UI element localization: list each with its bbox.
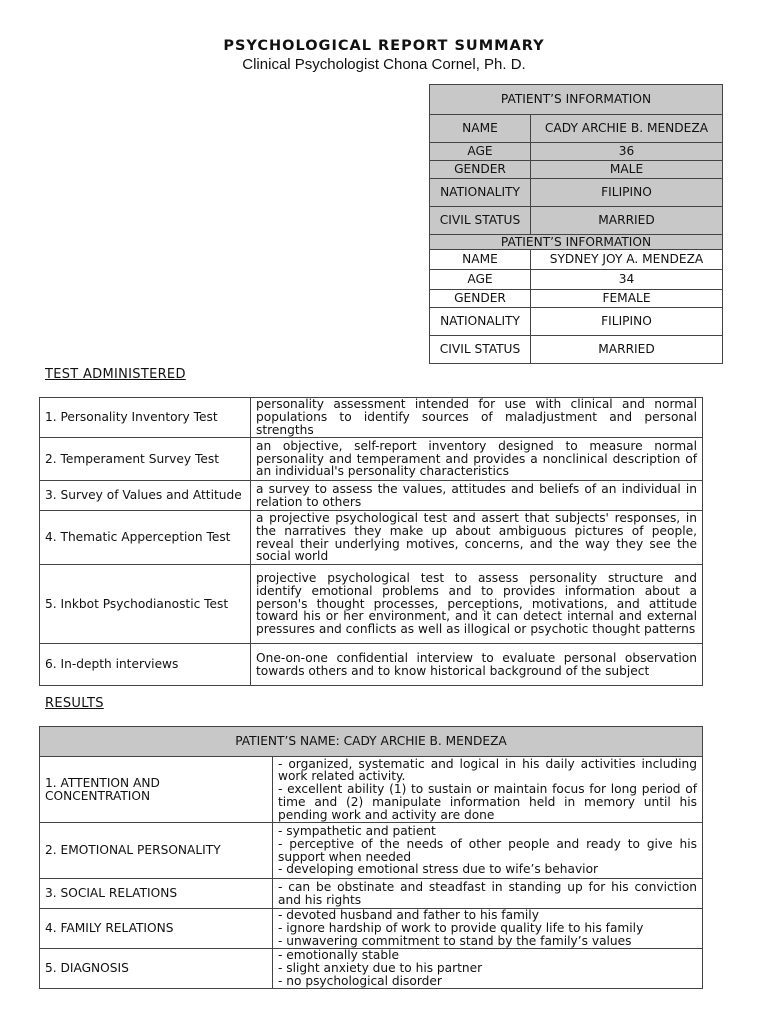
patient-info-heading: PATIENT’S INFORMATION: [430, 235, 723, 250]
gender-value: MALE: [531, 161, 723, 179]
patient-row-name: [430, 115, 723, 143]
patient-row-age: [430, 270, 723, 290]
patient-info-heading-row: [430, 85, 723, 115]
tests-heading: TEST ADMINISTERED: [45, 367, 186, 382]
result-line: - no psychological disorder: [278, 973, 442, 988]
result-category: 3. SOCIAL RELATIONS: [40, 879, 273, 909]
result-details: [273, 909, 703, 949]
patient-row-gender: [430, 290, 723, 308]
test-row: [40, 565, 703, 644]
results-patient-name: PATIENT’S NAME: CADY ARCHIE B. MENDEZA: [40, 727, 703, 757]
result-line: - ignore hardship of work to provide quality life to his family: [278, 921, 644, 936]
result-category: 1. ATTENTION AND CONCENTRATION: [40, 757, 273, 823]
test-name: 1. Personality Inventory Test: [40, 398, 251, 438]
age-value: 36: [531, 143, 723, 161]
patient-row-name: [430, 250, 723, 270]
patient-info-heading-row: [430, 235, 723, 250]
result-line: - unwavering commitment to stand by the family’s values: [278, 933, 632, 948]
civil-status-value: MARRIED: [531, 336, 723, 364]
nationality-value: FILIPINO: [531, 308, 723, 336]
test-description: an objective, self-report inventory designed to measure normal personality and temperament and provides a nonclinical description of an individual's personality characteristics: [251, 438, 703, 481]
tests-table: [39, 397, 703, 686]
patient-row-nationality: [430, 179, 723, 207]
name-label: NAME: [430, 115, 531, 143]
result-category: 2. EMOTIONAL PERSONALITY: [40, 823, 273, 879]
name-value: CADY ARCHIE B. MENDEZA: [531, 115, 723, 143]
test-description: projective psychological test to assess personality structure and identify emotional problems and to provides information about a person's thought processes, perceptions, motivations, and attitude toward his or her environment, and it can detect internal and external pressures and conflicts as well as illogical or psychotic thought patterns: [251, 565, 703, 644]
age-value: 34: [531, 270, 723, 290]
test-name: 6. In-depth interviews: [40, 644, 251, 686]
test-description: a survey to assess the values, attitudes and beliefs of an individual in relation to others: [251, 481, 703, 511]
civil-status-label: CIVIL STATUS: [430, 336, 531, 364]
civil-status-label: CIVIL STATUS: [430, 207, 531, 235]
gender-label: GENDER: [430, 161, 531, 179]
name-label: NAME: [430, 250, 531, 270]
nationality-label: NATIONALITY: [430, 308, 531, 336]
patient-row-gender: [430, 161, 723, 179]
result-line: - perceptive of the needs of other people and ready to give his support when needed: [278, 836, 697, 864]
result-line: - devoted husband and father to his family: [278, 908, 539, 923]
patient-row-civil-status: [430, 336, 723, 364]
gender-label: GENDER: [430, 290, 531, 308]
result-row: [40, 909, 703, 949]
test-name: 2. Temperament Survey Test: [40, 438, 251, 481]
test-name: 5. Inkbot Psychodianostic Test: [40, 565, 251, 644]
result-row: [40, 823, 703, 879]
test-row: [40, 481, 703, 511]
result-line: - emotionally stable: [278, 948, 399, 963]
civil-status-value: MARRIED: [531, 207, 723, 235]
report-subtitle: Clinical Psychologist Chona Cornel, Ph. D.: [242, 56, 526, 73]
result-line: - sympathetic and patient: [278, 823, 436, 838]
result-row: [40, 757, 703, 823]
result-category: 4. FAMILY RELATIONS: [40, 909, 273, 949]
result-details: [273, 949, 703, 989]
nationality-label: NATIONALITY: [430, 179, 531, 207]
test-row: [40, 644, 703, 686]
result-category: 5. DIAGNOSIS: [40, 949, 273, 989]
test-description: a projective psychological test and assert that subjects' responses, in the narratives they make up about ambiguous pictures of people, reveal their underlying motives, concerns, and the way they see the social world: [251, 511, 703, 565]
test-row: [40, 438, 703, 481]
results-table: [39, 726, 703, 989]
results-heading: RESULTS: [45, 696, 104, 711]
result-row: [40, 949, 703, 989]
test-row: [40, 398, 703, 438]
patient-info-heading: PATIENT’S INFORMATION: [430, 85, 723, 115]
result-details: [273, 757, 703, 823]
patient-row-civil-status: [430, 207, 723, 235]
nationality-value: FILIPINO: [531, 179, 723, 207]
result-line: - organized, systematic and logical in his daily activities including work related activity.: [278, 756, 697, 784]
patient-row-age: [430, 143, 723, 161]
test-name: 4. Thematic Apperception Test: [40, 511, 251, 565]
result-line: - slight anxiety due to his partner: [278, 961, 483, 976]
age-label: AGE: [430, 143, 531, 161]
result-line: - developing emotional stress due to wife’s behavior: [278, 862, 599, 877]
gender-value: FEMALE: [531, 290, 723, 308]
result-line: - excellent ability (1) to sustain or maintain focus for long period of time and (2) manipulate information held in memory until his pending work and activity are done: [278, 782, 697, 822]
patient-row-nationality: [430, 308, 723, 336]
name-value: SYDNEY JOY A. MENDEZA: [531, 250, 723, 270]
result-row: [40, 879, 703, 909]
report-title: PSYCHOLOGICAL REPORT SUMMARY: [223, 38, 545, 54]
test-description: personality assessment intended for use with clinical and normal populations to identify sources of maladjustment and personal strengths: [251, 398, 703, 438]
age-label: AGE: [430, 270, 531, 290]
result-details: [273, 879, 703, 909]
test-description: One-on-one confidential interview to evaluate personal observation towards others and to know historical background of the subject: [251, 644, 703, 686]
result-details: [273, 823, 703, 879]
test-name: 3. Survey of Values and Attitude: [40, 481, 251, 511]
results-header-row: [40, 727, 703, 757]
patient-info-table: [429, 84, 723, 364]
result-line: - can be obstinate and steadfast in standing up for his conviction and his rights: [278, 879, 697, 907]
test-row: [40, 511, 703, 565]
